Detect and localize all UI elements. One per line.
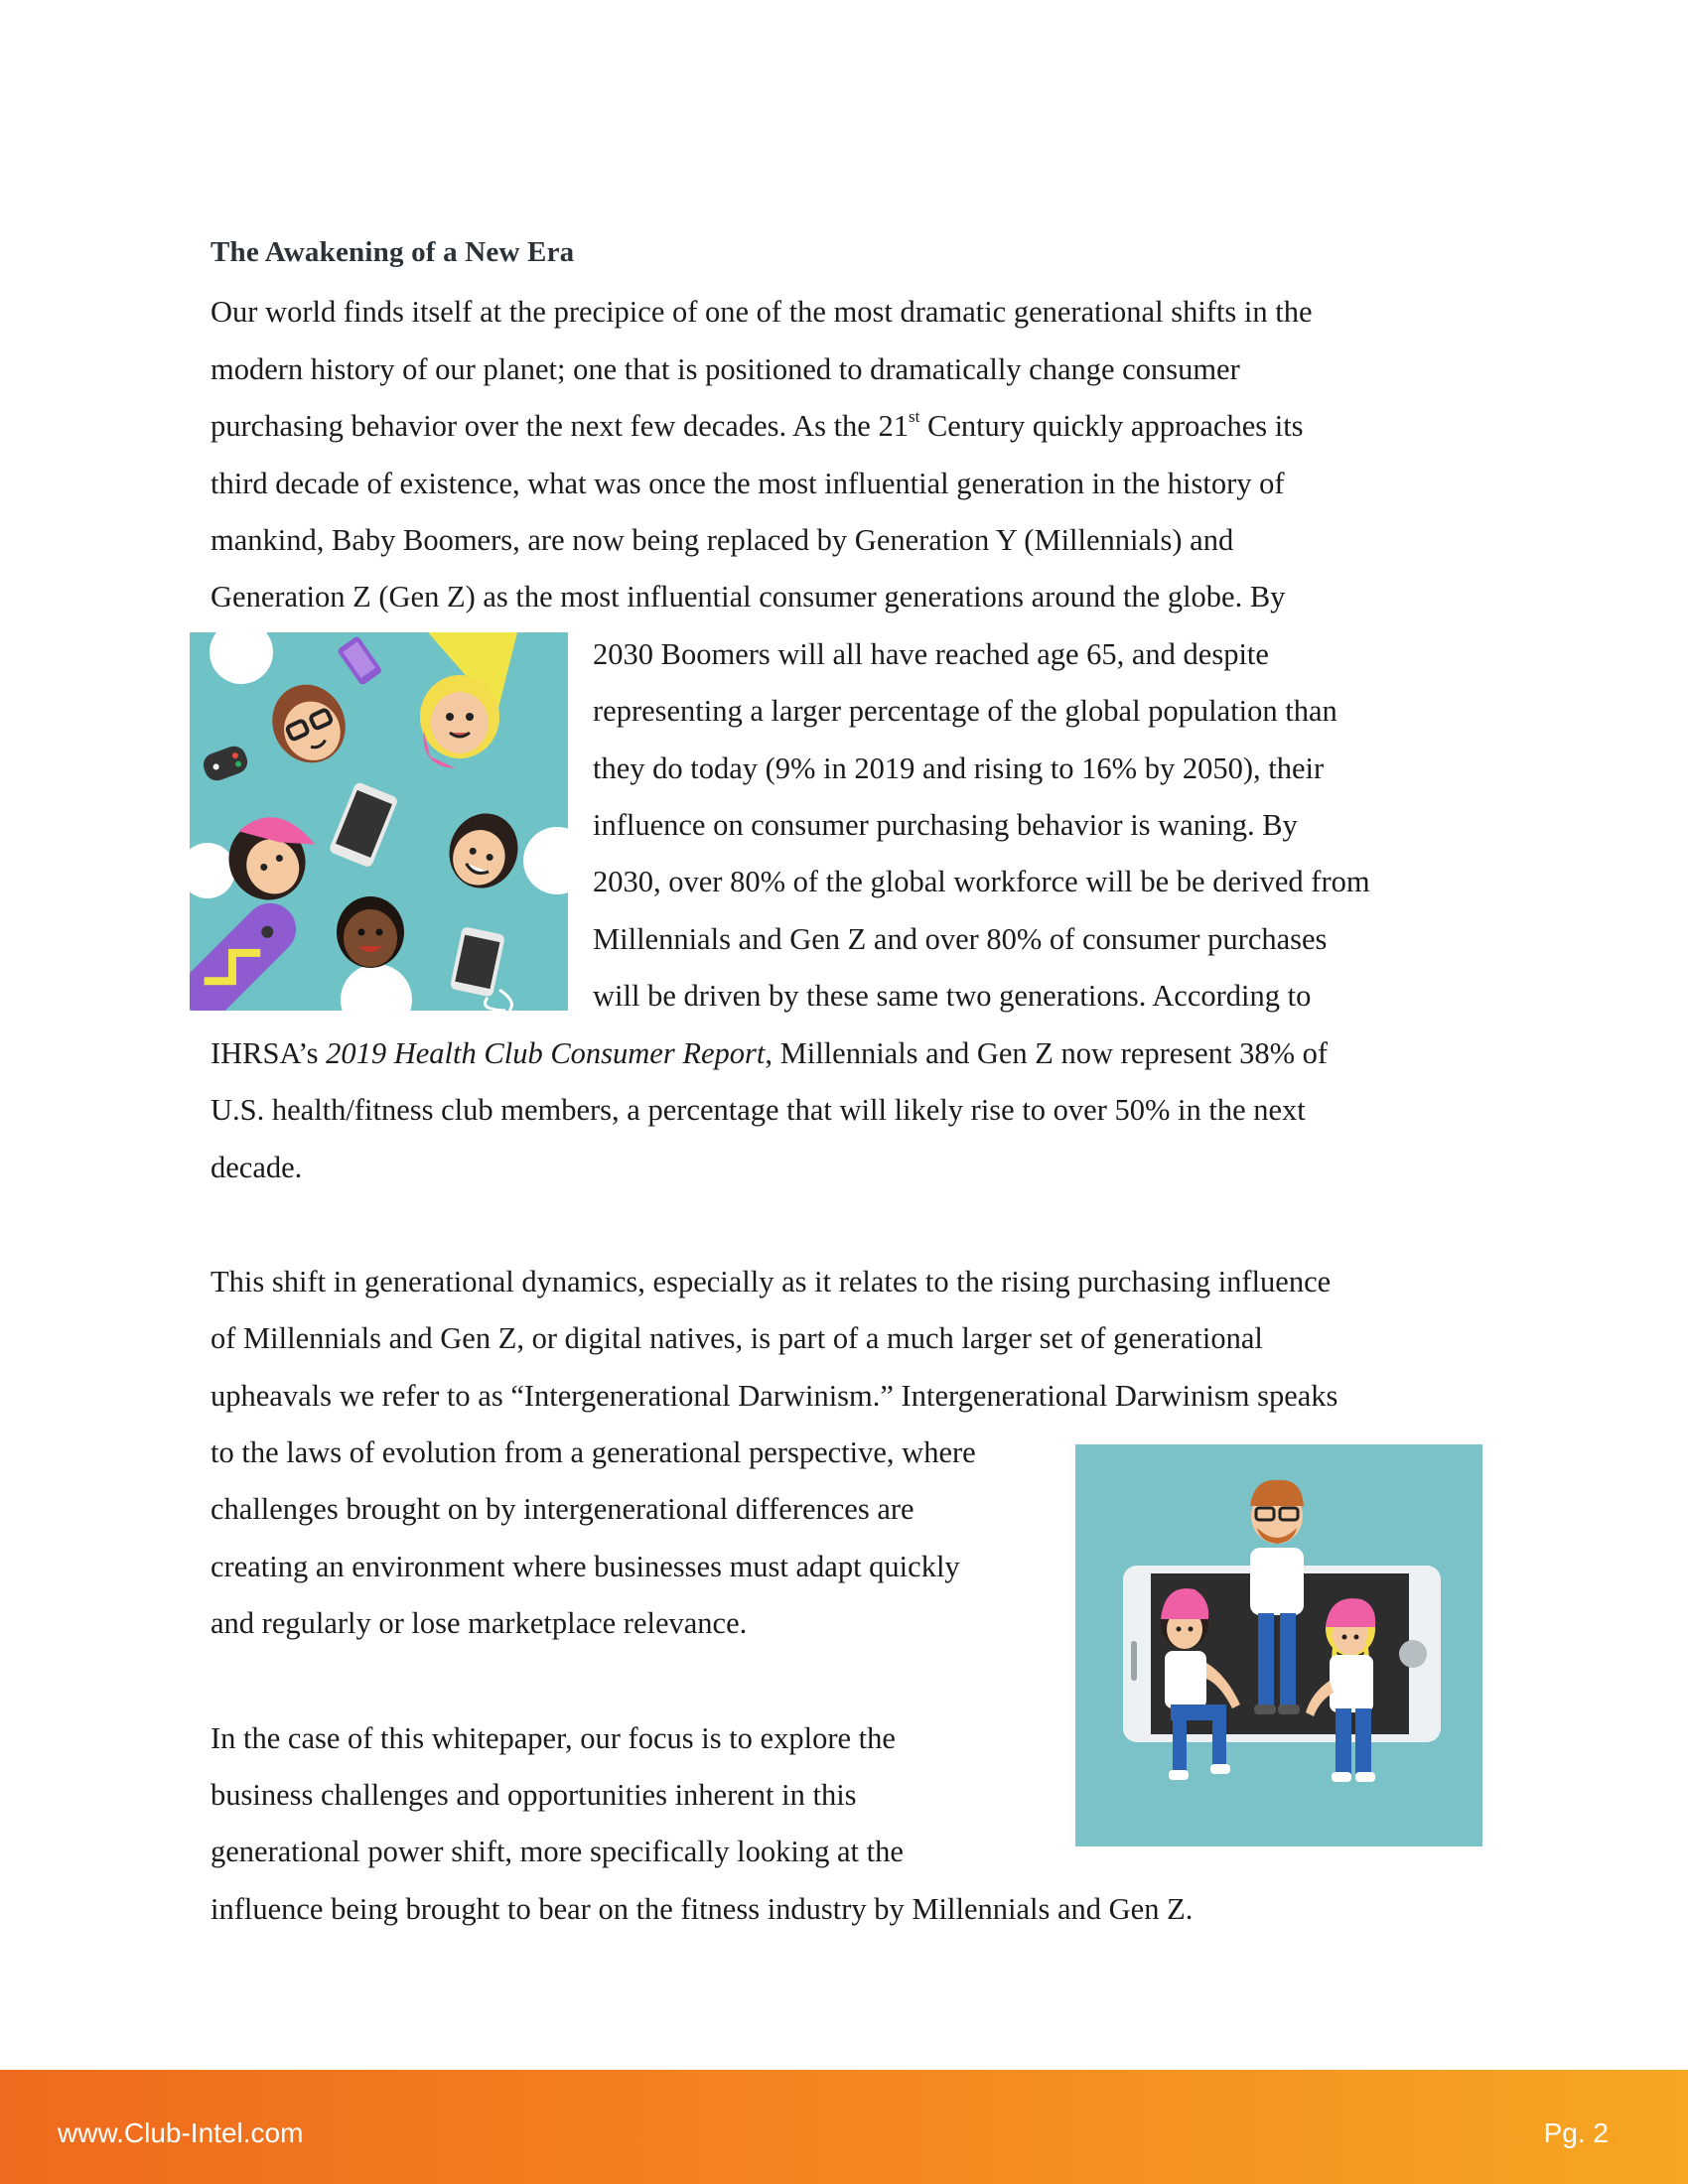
text-line: upheavals we refer to as “Intergenerational Darwinism.” Intergenerational Darwinism speaks <box>211 1379 1338 1413</box>
website-link[interactable]: www.Club-Intel.com <box>58 2117 304 2148</box>
text-line: IHRSA’s 2019 Health Club Consumer Report, Millennials and Gen Z now represent 38% of <box>211 1036 1329 1070</box>
page-footer <box>0 2070 1688 2184</box>
text-line: 2030 Boomers will all have reached age 65, and despite <box>593 637 1269 671</box>
text-line: challenges brought on by intergenerational differences are <box>211 1492 914 1526</box>
text-line: decade. <box>211 1151 303 1184</box>
text-line: influence on consumer purchasing behavior is waning. By <box>593 808 1298 842</box>
text-line: to the laws of evolution from a generational perspective, where <box>211 1435 976 1469</box>
text-line: Our world finds itself at the precipice of one of the most dramatic generational shifts in the <box>211 295 1313 329</box>
text-line: In the case of this whitepaper, our focus is to explore the <box>211 1721 896 1755</box>
text-line: generational power shift, more specifically looking at the <box>211 1835 904 1868</box>
text-line: purchasing behavior over the next few decades. As the 21st Century quickly approaches its <box>211 407 1304 443</box>
text-line: will be driven by these same two generations. According to <box>593 979 1312 1013</box>
text-line: influence being brought to bear on the fitness industry by Millennials and Gen Z. <box>211 1892 1194 1926</box>
text-line: business challenges and opportunities inherent in this <box>211 1778 857 1812</box>
text-line: of Millennials and Gen Z, or digital natives, is part of a much larger set of generational <box>211 1321 1263 1355</box>
text-line: they do today (9% in 2019 and rising to 16% by 2050), their <box>593 751 1325 785</box>
text-line: Generation Z (Gen Z) as the most influential consumer generations around the globe. By <box>211 580 1286 614</box>
text-line: third decade of existence, what was once the most influential generation in the history of <box>211 467 1285 500</box>
text-line: and regularly or lose marketplace relevance. <box>211 1606 748 1640</box>
superscript: st <box>908 407 920 426</box>
text-line: representing a larger percentage of the global population than <box>593 694 1337 728</box>
report-title: 2019 Health Club Consumer Report <box>326 1036 766 1070</box>
text-line: 2030, over 80% of the global workforce will be be derived from <box>593 865 1370 898</box>
generations-circle-illustration <box>190 632 568 1011</box>
section-heading: The Awakening of a New Era <box>211 236 575 268</box>
text-line: U.S. health/fitness club members, a percentage that will likely rise to over 50% in the next <box>211 1093 1306 1127</box>
text-line: modern history of our planet; one that is positioned to dramatically change consumer <box>211 352 1240 386</box>
page-number: Pg. 2 <box>1543 2117 1609 2148</box>
text-line: creating an environment where businesses must adapt quickly <box>211 1550 960 1583</box>
text-line: This shift in generational dynamics, especially as it relates to the rising purchasing influence <box>211 1265 1332 1298</box>
phone-generations-illustration <box>1075 1444 1482 1846</box>
text-line: Millennials and Gen Z and over 80% of consumer purchases <box>593 922 1328 956</box>
text-line: mankind, Baby Boomers, are now being replaced by Generation Y (Millennials) and <box>211 523 1234 557</box>
